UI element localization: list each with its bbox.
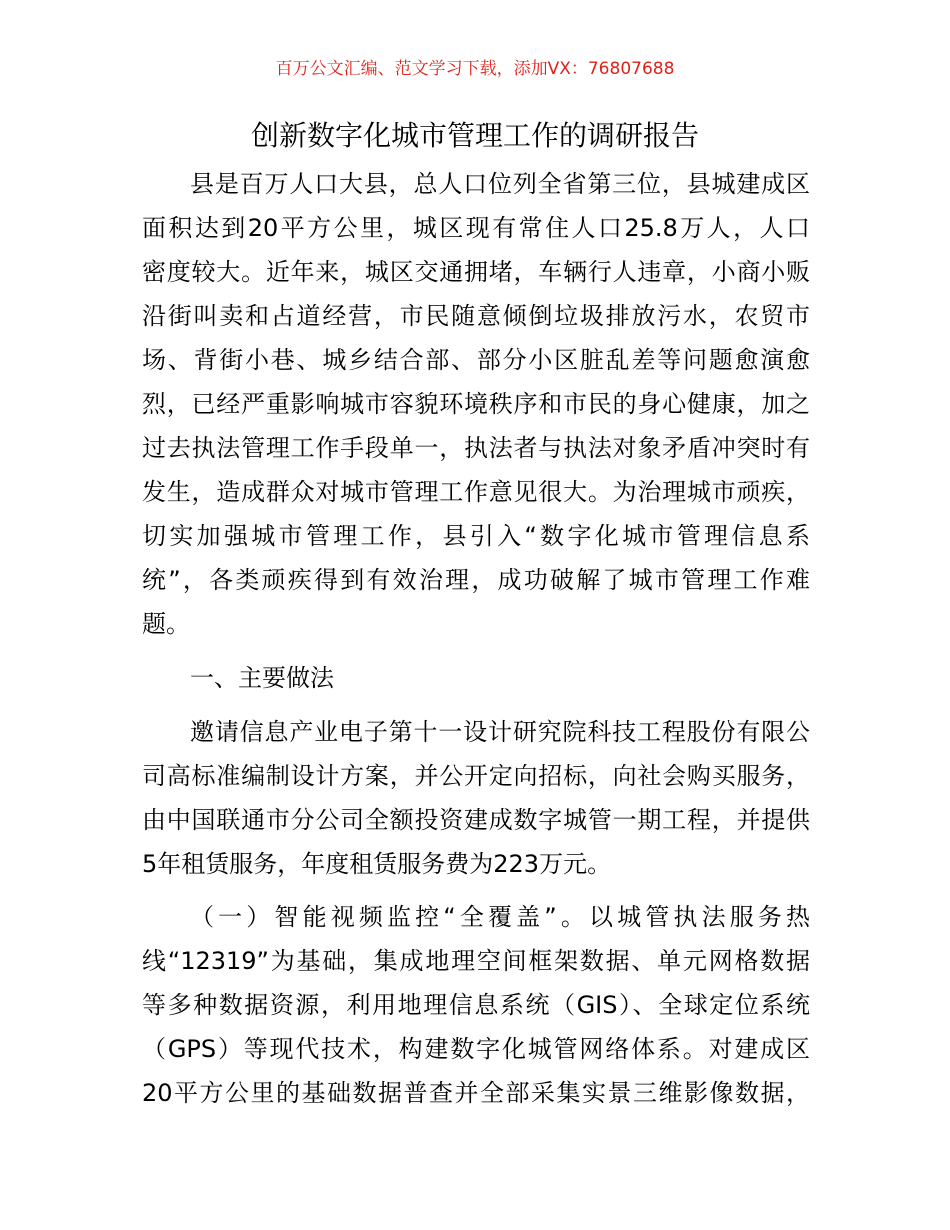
page-title: 创新数字化城市管理工作的调研报告	[250, 119, 699, 152]
paragraph-line: 沿街叫卖和占道经营，市民随意倾倒垃圾排放污水，农贸市	[142, 302, 810, 330]
watermark-header: 百万公文汇编、范文学习下载，添加VX：76807688	[275, 59, 675, 79]
paragraph-line: 面积达到20平方公里，城区现有常住人口25.8万人，人口	[142, 214, 810, 242]
paragraph-line: 邀请信息产业电子第十一设计研究院科技工程股份有限公	[190, 718, 810, 746]
paragraph-line: 5年租赁服务，年度租赁服务费为223万元。	[142, 850, 612, 878]
paragraph-line: 等多种数据资源，利用地理信息系统（GIS）、全球定位系统	[142, 991, 810, 1019]
paragraph-line: （一）智能视频监控“全覆盖”。以城管执法服务热	[190, 903, 810, 931]
paragraph-line: 由中国联通市分公司全额投资建成数字城管一期工程，并提供	[142, 806, 810, 834]
paragraph-line: 密度较大。近年来，城区交通拥堵，车辆行人违章，小商小贩	[142, 258, 810, 286]
paragraph-line: 切实加强城市管理工作，县引入“数字化城市管理信息系	[142, 522, 810, 550]
paragraph-line: （GPS）等现代技术，构建数字化城管网络体系。对建成区	[142, 1035, 810, 1063]
paragraph-line: 过去执法管理工作手段单一，执法者与执法对象矛盾冲突时有	[142, 434, 810, 462]
paragraph-line: 线“12319”为基础，集成地理空间框架数据、单元网格数据	[142, 947, 810, 975]
paragraph-line: 题。	[142, 610, 190, 638]
paragraph-line: 发生，造成群众对城市管理工作意见很大。为治理城市顽疾，	[142, 478, 810, 506]
paragraph-line: 统”，各类顽疾得到有效治理，成功破解了城市管理工作难	[142, 566, 810, 594]
paragraph-line: 20平方公里的基础数据普查并全部采集实景三维影像数据，	[142, 1079, 810, 1107]
paragraph-line: 县是百万人口大县，总人口位列全省第三位，县城建成区	[190, 170, 810, 198]
paragraph-line: 烈，已经严重影响城市容貌环境秩序和市民的身心健康，加之	[142, 390, 810, 418]
paragraph-line: 司高标准编制设计方案，并公开定向招标，向社会购买服务，	[142, 762, 810, 790]
section-heading: 一、主要做法	[190, 664, 334, 692]
paragraph-line: 场、背街小巷、城乡结合部、部分小区脏乱差等问题愈演愈	[142, 346, 810, 374]
